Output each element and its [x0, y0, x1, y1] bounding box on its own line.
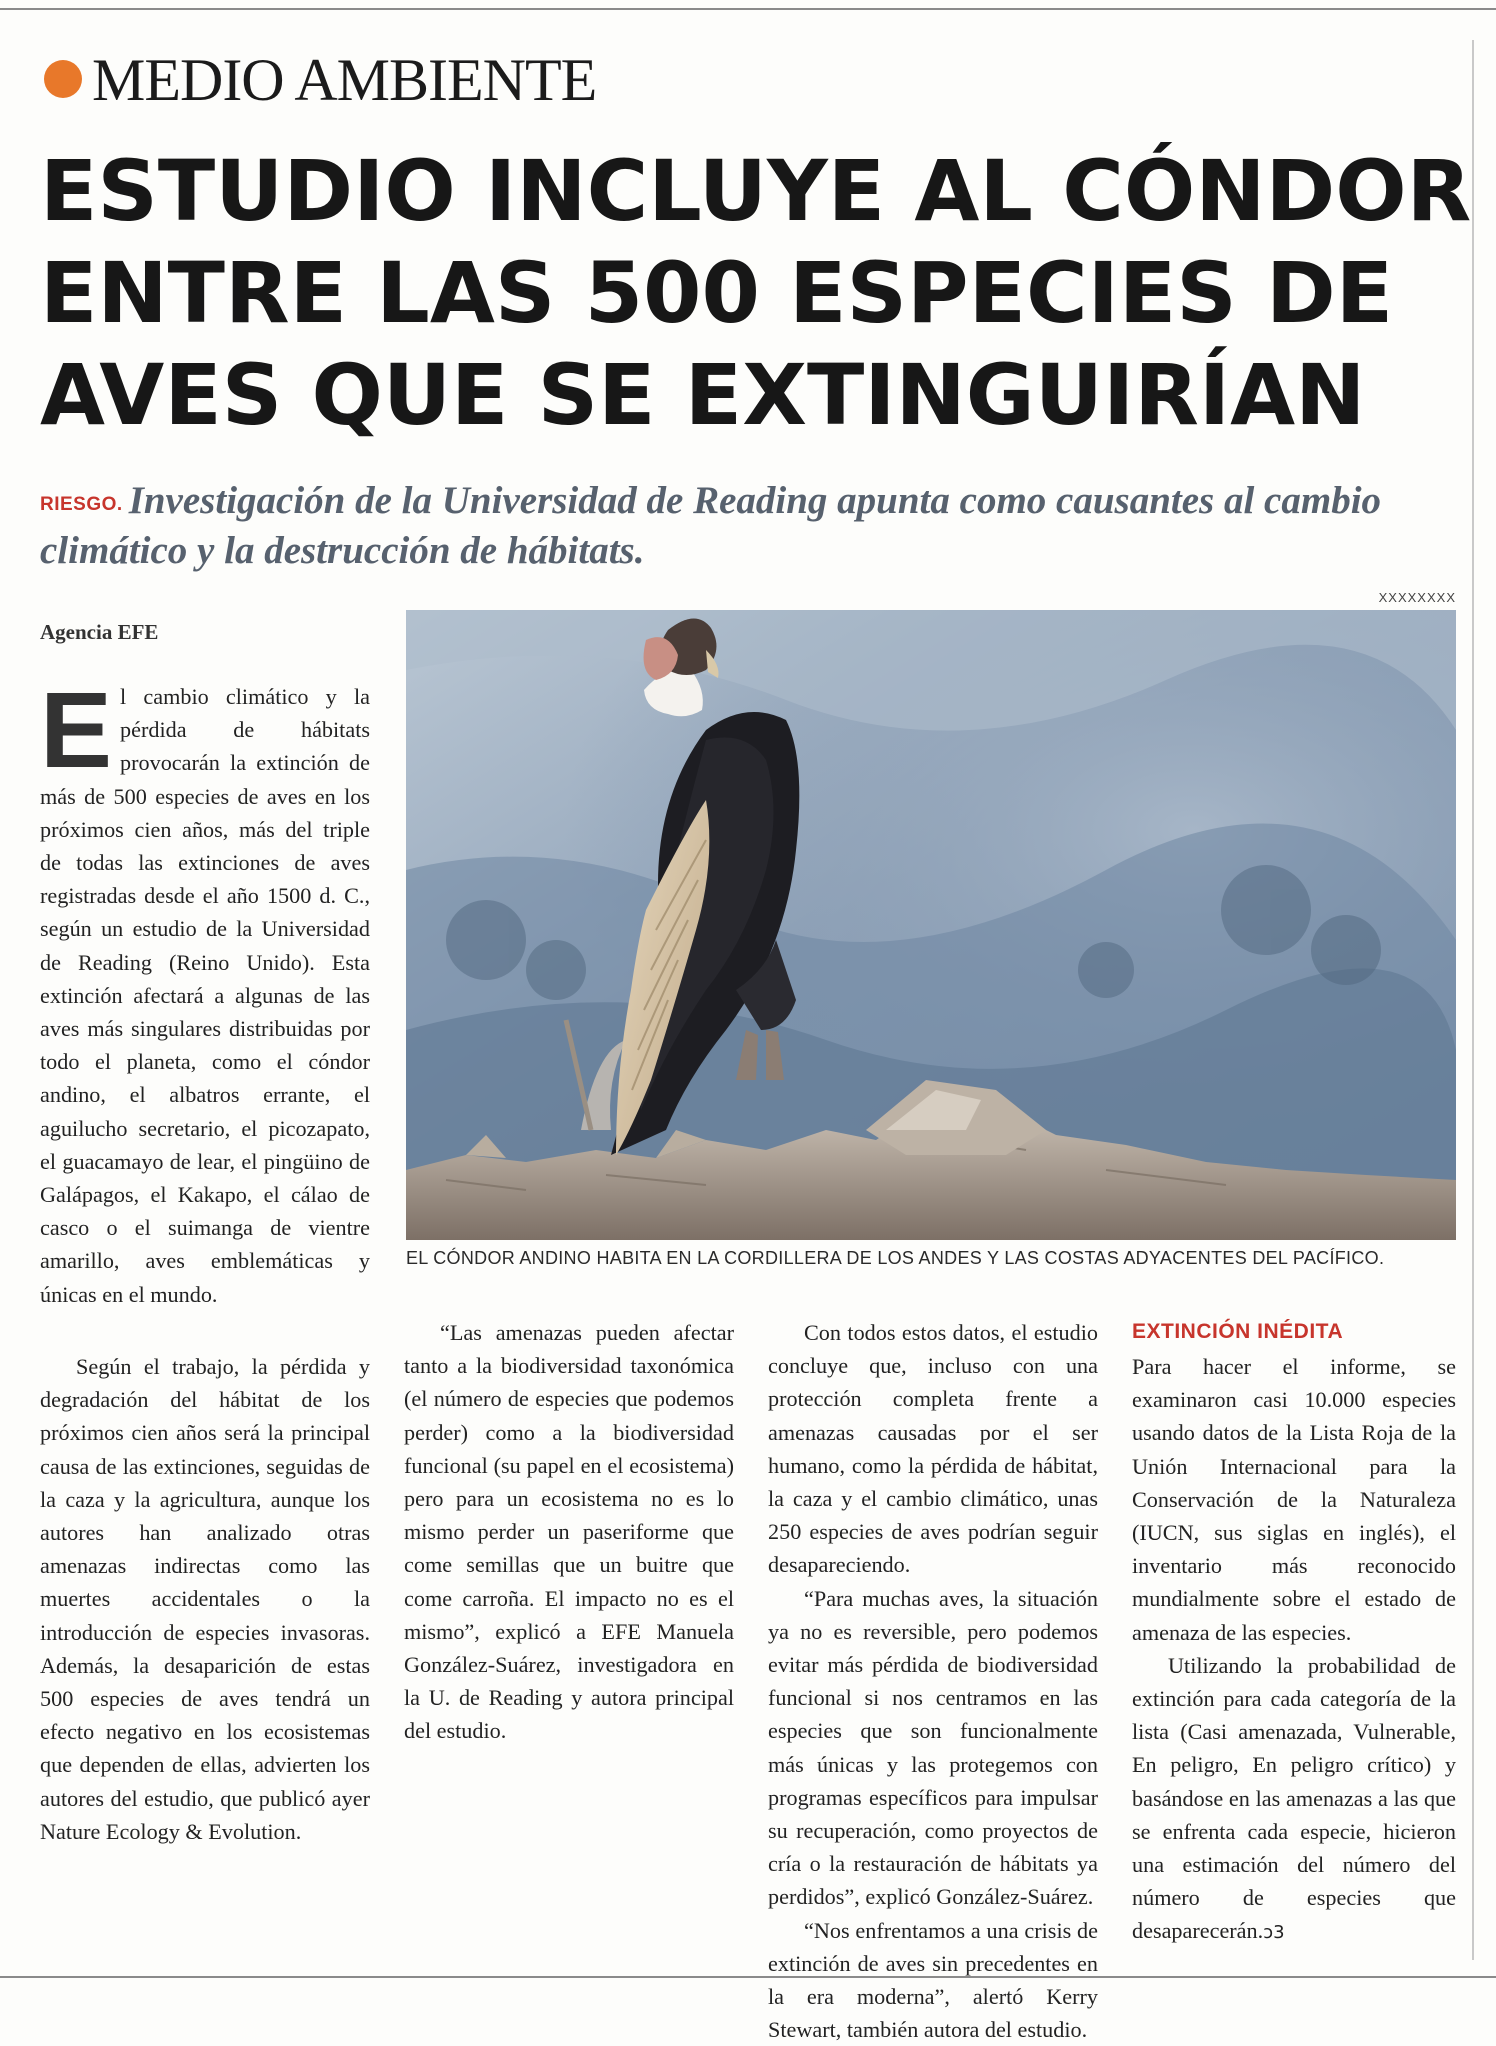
- article-column-2: [404, 1316, 734, 1748]
- column-divider: [1472, 40, 1474, 1960]
- headline-line-3: AVES QUE SE EXTINGUIRÍAN: [40, 346, 1366, 444]
- article-paragraph-8-text: Utilizando la probabilidad de extinción para cada categoría de la lista (Casi amenazada, Vulnerable, En peligro, En peligro crítico) y basándose en las amenazas a las que se enfrenta cada especie, hicieron una estimación del número del número de especies que desaparecerán.: [1132, 1652, 1456, 1944]
- article-column-3: [768, 1316, 1098, 2046]
- section-label: MEDIO AMBIENTE: [92, 47, 597, 113]
- lead-text: Investigación de la Universidad de Reading apunta como causantes al cambio climático y la destrucción de hábitats.: [40, 479, 1382, 572]
- article-paragraph-1: l cambio climático y la pérdida de hábitats provocarán la extinción de más de 500 especies de aves en los próximos cien años, más del triple de todas las extinciones de aves registradas desde el año 1500 d. C., según un estudio de la Universidad de Reading (Reino Unido). Esta extinción afectará a algunas de las aves más singulares distribuidas por todo el planeta, como el cóndor andino, el albatros errante, el aguilucho secretario, el picozapato, el guacamayo de lear, el pingüino de Galápagos, el Kakapo, el cálao de casco o el suimanga de vientre amarillo, aves emblemáticas y únicas en el mundo.: [40, 684, 370, 1307]
- article-paragraph-6: “Nos enfrentamos a una crisis de extinción de aves sin precedentes en la era moderna”, alertó Kerry Stewart, también autora del estudio.: [768, 1917, 1098, 2043]
- subheading: EXTINCIÓN INÉDITA: [1132, 1320, 1344, 1343]
- top-rule: [0, 8, 1496, 10]
- article-column-1-bottom: [40, 1350, 370, 1848]
- article-paragraph-4: Con todos estos datos, el estudio concluye que, incluso con una protección completa frente a amenazas causadas por el ser humano, como la pérdida de hábitat, la caza y el cambio climático, unas 250 especies de aves podrían seguir desapareciendo.: [768, 1320, 1098, 1578]
- article-paragraph-7: Para hacer el informe, se examinaron casi 10.000 especies usando datos de la Lista Roja de la Unión Internacional para la Conservación de la Naturaleza (IUCN, sus siglas en inglés), el inventario más reconocido mundialmente sobre el estado de amenaza de las especies.: [1132, 1354, 1456, 1645]
- headline: [40, 140, 1472, 446]
- headline-line-1: ESTUDIO INCLUYE AL CÓNDOR: [40, 142, 1472, 240]
- article-paragraph-2: Según el trabajo, la pérdida y degradación del hábitat de los próximos cien años será la principal causa de las extinciones, seguidas de la caza y la agricultura, aunque los autores han analizado otras amenazas indirectas como las muertes accidentales o la introducción de especies invasoras. Además, la desaparición de estas 500 especies de aves tendrá un efecto negativo en los ecosistemas que dependen de ellas, advierten los autores del estudio, que publicó ayer Nature Ecology & Evolution.: [40, 1354, 370, 1844]
- section-dot-icon: [44, 60, 82, 98]
- end-mark-icon: ↄ3: [1263, 1922, 1285, 1944]
- lead-paragraph: [40, 478, 1460, 574]
- photo-caption: EL CÓNDOR ANDINO HABITA EN LA CORDILLERA DE LOS ANDES Y LAS COSTAS ADYACENTES DEL PACÍFICO.: [406, 1248, 1385, 1268]
- article-paragraph-8: [1132, 1649, 1456, 1950]
- headline-line-2: ENTRE LAS 500 ESPECIES DE: [40, 244, 1394, 342]
- article-column-1-top: [40, 669, 370, 1311]
- dropcap: E: [40, 669, 113, 790]
- article-paragraph-3: “Las amenazas pueden afectar tanto a la biodiversidad taxonómica (el número de especies que podemos perder) como a la biodiversidad funcional (su papel en el ecosistema) pero para un ecosistema no es lo mismo perder un paseriforme que come semillas que un buitre que come carroña. El impacto no es el mismo”, explicó a EFE Manuela González-Suárez, investigadora en la U. de Reading y autora principal del estudio.: [404, 1320, 734, 1744]
- article-column-4: [1132, 1316, 1456, 1950]
- andean-condor-photo: [406, 610, 1456, 1240]
- bottom-rule: [0, 1976, 1496, 1978]
- lead-tag: RIESGO.: [40, 494, 123, 515]
- byline: Agencia EFE: [40, 620, 159, 644]
- article-paragraph-5: “Para muchas aves, la situación ya no es reversible, pero podemos evitar más pérdida de biodiversidad funcional si nos centramos en las especies que son funcionalmente más únicas y las protegemos con programas específicos para impulsar su recuperación, como proyectos de cría o la restauración de hábitats ya perdidos”, explicó González-Suárez.: [768, 1585, 1098, 1910]
- condor-photo-image: [406, 610, 1456, 1240]
- photo-credit: XXXXXXXX: [1378, 590, 1456, 605]
